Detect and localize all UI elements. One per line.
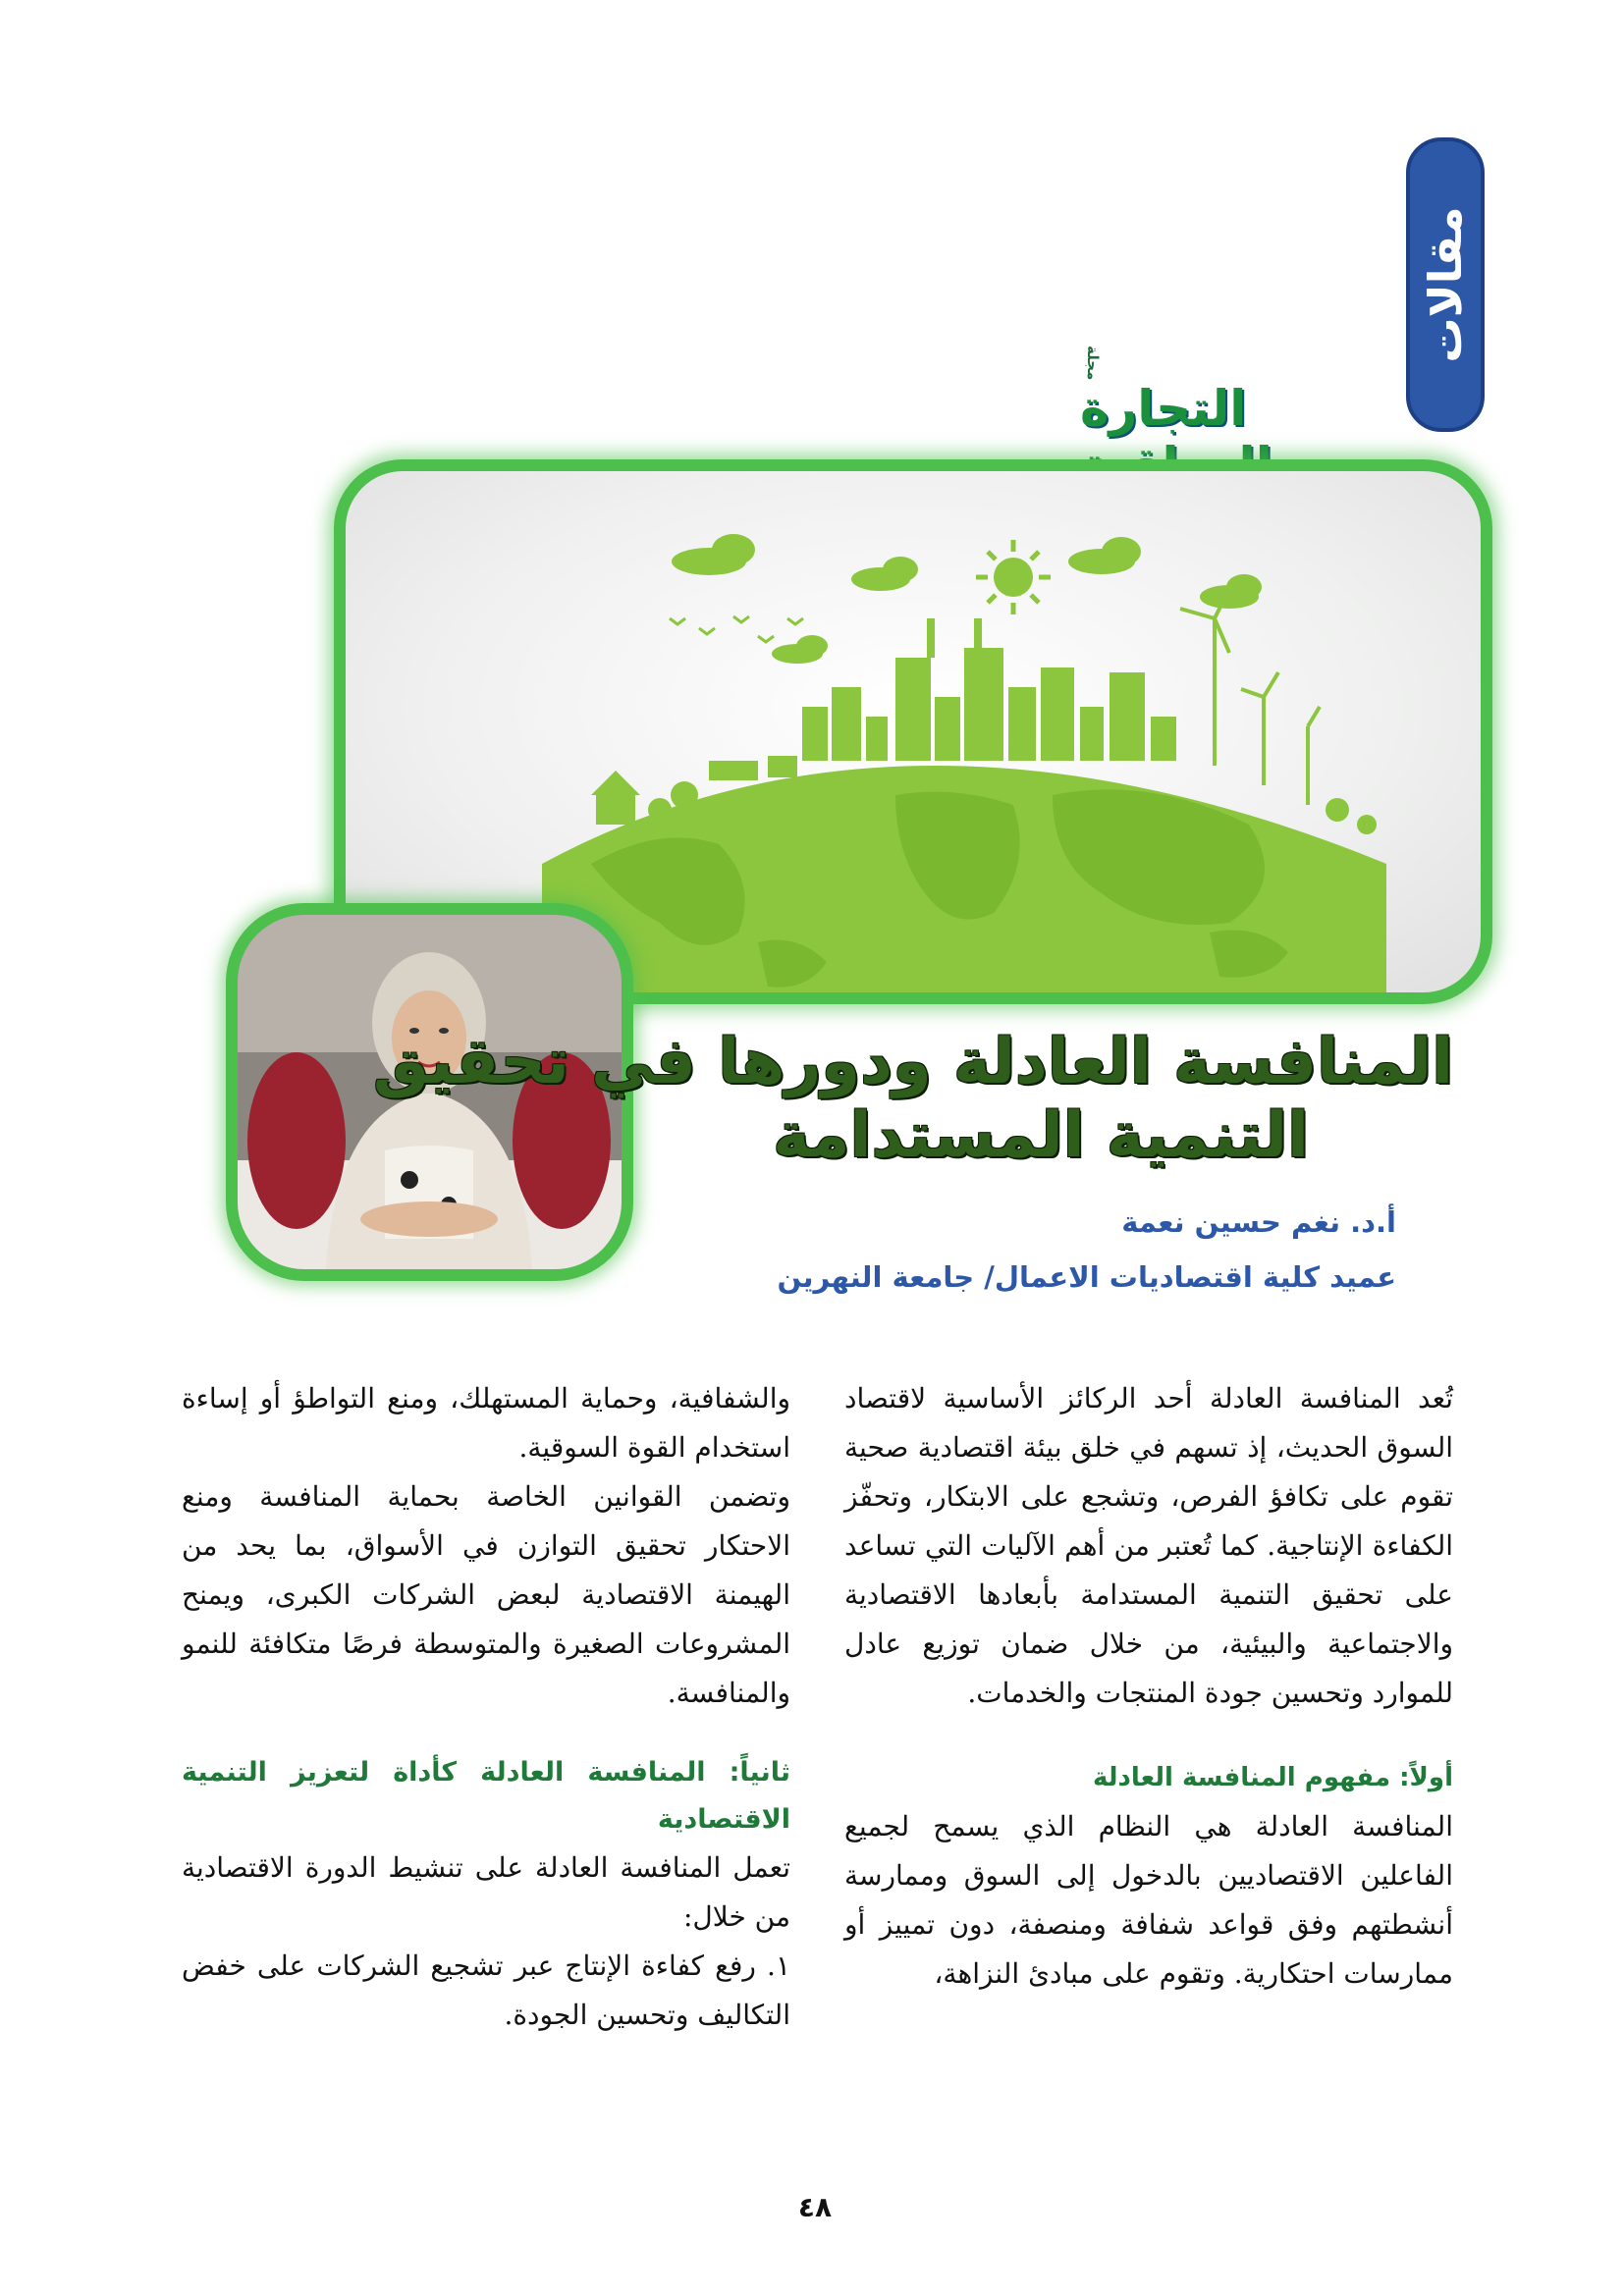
section2-paragraph: تعمل المنافسة العادلة على تنشيط الدورة الاقتصادية من خلال:	[182, 1851, 790, 1933]
magazine-prefix: مجلة	[1084, 346, 1102, 381]
article-column-left	[182, 1374, 790, 2040]
section2-list-item-1: ١. رفع كفاءة الإنتاج عبر تشجيع الشركات على خفض التكاليف وتحسين الجودة.	[182, 1949, 790, 2031]
intro-paragraph: تُعد المنافسة العادلة أحد الركائز الأساسية لاقتصاد السوق الحديث، إذ تسهم في خلق بيئة اقتصادية صحية تقوم على تكافؤ الفرص، وتشجع على الابتكار، وتحفّز الكفاءة الإنتاجية. كما تُعتبر من أهم الآليات التي تساعد على تحقيق التنمية المستدامة بأبعادها الاقتصادية والاجتماعية والبيئية، من خلال ضمان توزيع عادل للموارد وتحسين جودة المنتجات والخدمات.	[844, 1382, 1453, 1709]
magazine-name: التجارة	[1080, 380, 1247, 438]
article-title-line1: المنافسة العادلة ودورها في تحقيق	[372, 1026, 1453, 1098]
magazine-logo	[1080, 346, 1404, 438]
section-tab	[1406, 137, 1485, 432]
article-column-right	[844, 1374, 1453, 1999]
section2-heading: ثانياً: المنافسة العادلة كأداة لتعزيز التنمية الاقتصادية	[182, 1757, 790, 1835]
author-position: عميد كلية اقتصاديات الاعمال/ جامعة النهرين	[777, 1260, 1396, 1294]
article-title-line2: التنمية المستدامة	[773, 1099, 1309, 1172]
section1-heading: أولاً: مفهوم المنافسة العادلة	[1092, 1763, 1453, 1792]
author-name: أ.د. نغم حسين نعمة	[1121, 1205, 1396, 1239]
laws-paragraph: وتضمن القوانين الخاصة بحماية المنافسة ومنع الاحتكار تحقيق التوازن في الأسواق، بما يحد من الهيمنة الاقتصادية لبعض الشركات الكبرى، ويمنح المشروعات الصغيرة والمتوسطة فرصًا متكافئة للنمو والمنافسة.	[182, 1480, 790, 1709]
section1-continued-paragraph: والشفافية، وحماية المستهلك، ومنع التواطؤ أو إساءة استخدام القوة السوقية.	[182, 1382, 790, 1464]
section-tab-label: مقالات	[1419, 206, 1472, 363]
page-number: ٤٨	[797, 2191, 833, 2223]
section1-paragraph: المنافسة العادلة هي النظام الذي يسمح لجميع الفاعلين الاقتصاديين بالدخول إلى السوق وممارسة أنشطتهم وفق قواعد شفافة ومنصفة، دون تمييز أو ممارسات احتكارية. وتقوم على مبادئ النزاهة،	[844, 1810, 1453, 1990]
